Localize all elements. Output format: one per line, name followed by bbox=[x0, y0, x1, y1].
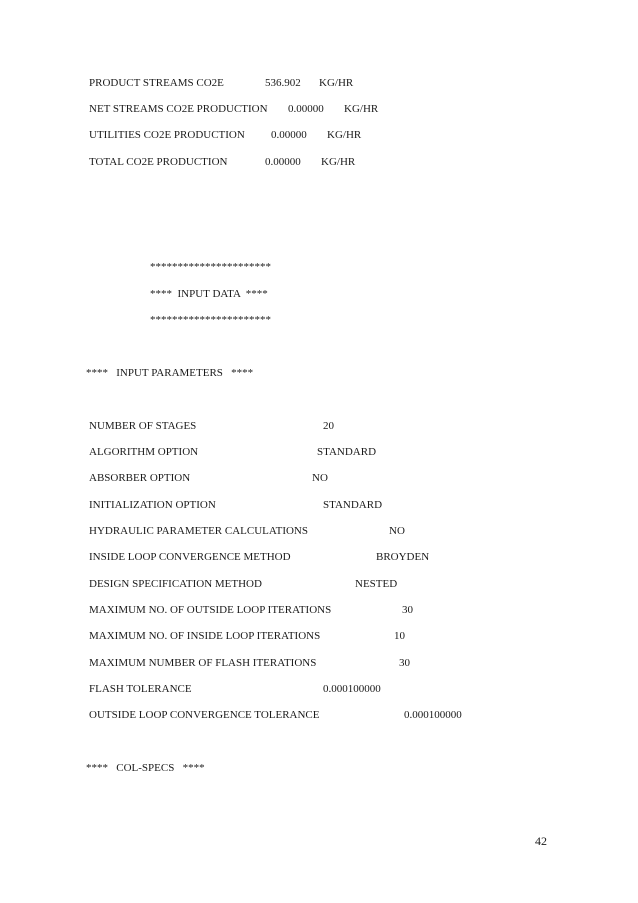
banner-title: **** INPUT DATA **** bbox=[150, 288, 268, 300]
param-label: MAXIMUM NUMBER OF FLASH ITERATIONS bbox=[89, 657, 317, 669]
total-label: TOTAL CO2E PRODUCTION bbox=[89, 156, 228, 168]
param-label: INITIALIZATION OPTION bbox=[89, 499, 216, 511]
param-value: 20 bbox=[323, 420, 334, 432]
banner-stars-bottom: ********************** bbox=[150, 314, 271, 326]
product-streams-value: 536.902 bbox=[265, 77, 301, 89]
param-value: STANDARD bbox=[317, 446, 377, 458]
input-parameters-heading: **** INPUT PARAMETERS **** bbox=[86, 367, 254, 379]
param-value: NO bbox=[389, 525, 405, 537]
param-label: FLASH TOLERANCE bbox=[89, 683, 192, 695]
param-value: 0.000100000 bbox=[404, 709, 462, 721]
param-value: NESTED bbox=[355, 578, 398, 590]
utilities-unit: KG/HR bbox=[327, 129, 362, 141]
banner-stars-top: ********************** bbox=[150, 261, 271, 273]
param-label: ALGORITHM OPTION bbox=[89, 446, 199, 458]
param-label: MAXIMUM NO. OF OUTSIDE LOOP ITERATIONS bbox=[89, 604, 332, 616]
net-streams-unit: KG/HR bbox=[344, 103, 379, 115]
param-label: ABSORBER OPTION bbox=[89, 472, 191, 484]
utilities-value: 0.00000 bbox=[271, 129, 307, 141]
total-value: 0.00000 bbox=[265, 156, 301, 168]
page-number: 42 bbox=[535, 834, 547, 848]
param-label: OUTSIDE LOOP CONVERGENCE TOLERANCE bbox=[89, 709, 320, 721]
param-label: MAXIMUM NO. OF INSIDE LOOP ITERATIONS bbox=[89, 630, 321, 642]
utilities-label: UTILITIES CO2E PRODUCTION bbox=[89, 129, 245, 141]
param-value: 0.000100000 bbox=[323, 683, 381, 695]
param-label: INSIDE LOOP CONVERGENCE METHOD bbox=[89, 551, 291, 563]
param-label: DESIGN SPECIFICATION METHOD bbox=[89, 578, 262, 590]
net-streams-value: 0.00000 bbox=[288, 103, 324, 115]
col-specs-heading: **** COL-SPECS **** bbox=[86, 762, 205, 774]
net-streams-label: NET STREAMS CO2E PRODUCTION bbox=[89, 103, 268, 115]
product-streams-unit: KG/HR bbox=[319, 77, 354, 89]
param-value: 30 bbox=[399, 657, 410, 669]
param-value: 10 bbox=[394, 630, 405, 642]
total-unit: KG/HR bbox=[321, 156, 356, 168]
param-value: BROYDEN bbox=[376, 551, 430, 563]
param-value: STANDARD bbox=[323, 499, 383, 511]
param-value: 30 bbox=[402, 604, 413, 616]
param-label: HYDRAULIC PARAMETER CALCULATIONS bbox=[89, 525, 308, 537]
param-label: NUMBER OF STAGES bbox=[89, 420, 197, 432]
product-streams-label: PRODUCT STREAMS CO2E bbox=[89, 77, 224, 89]
param-value: NO bbox=[312, 472, 328, 484]
